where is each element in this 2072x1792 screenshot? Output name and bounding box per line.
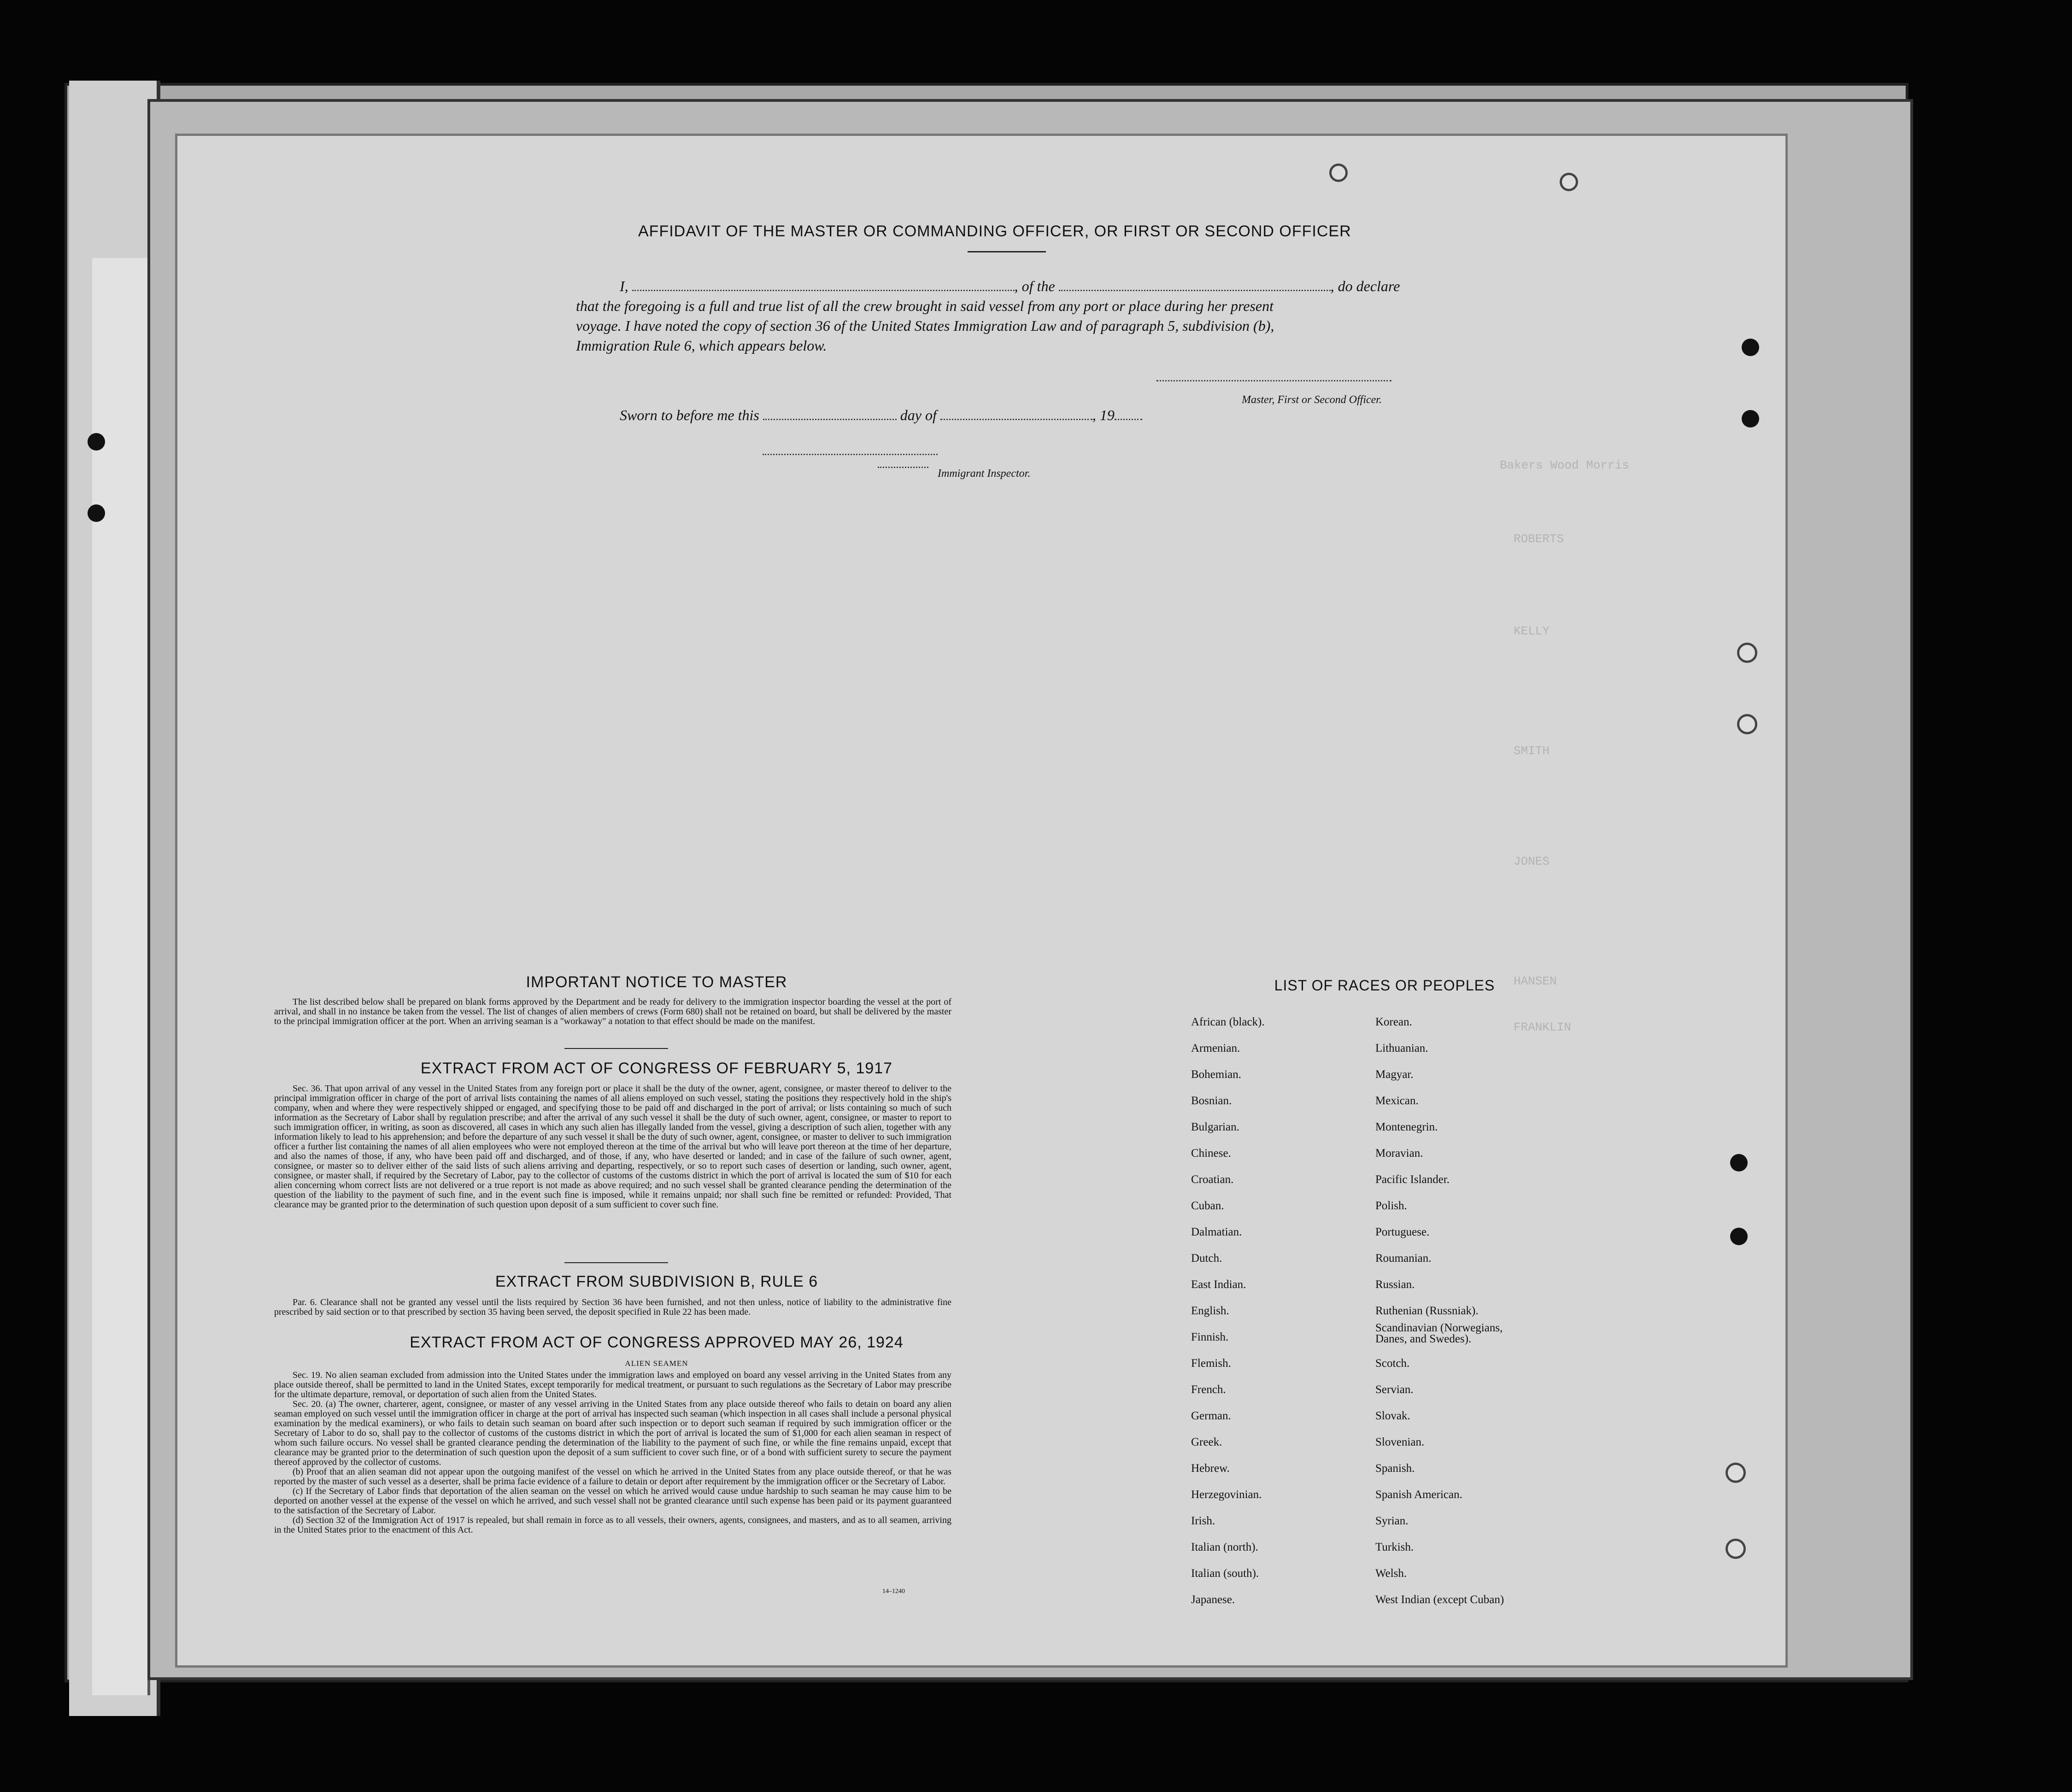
left-sheet-edge-inner (92, 258, 150, 1695)
bleed-through: JONES (1514, 855, 1550, 868)
race-item: Slovak. (1375, 1410, 1410, 1422)
rule6-text: Par. 6. Clearance shall not be granted any vessel until the lists required by Section 36 have been furnished, and not then unless, notice of liability to the administrative fine prescribed by said section or to that prescribed by section 35 having been served, the deposit specified in Rule 22 has been made. (274, 1297, 951, 1317)
race-item: Lithuanian. (1375, 1042, 1428, 1054)
vessel-blank[interactable] (1059, 290, 1331, 291)
extract-1917-text: Sec. 36. That upon arrival of any vessel in the United States from any foreign port or place it shall be the duty of the owner, agent, consignee, or master thereof to deliver to the principal immigration officer in charge of the port of arrival lists containing the names of all aliens employed on such vessel, stating the positions they respectively hold in the ship's company, when and where they were respectively shipped or engaged, and specifying those to be paid off and discharged in the port of arrival; or lists containing so much of such information as the Secretary of Labor shall by regulation prescribe; and after the arrival of any such vessel it shall be the duty of such owner, agent, consignee, or master to report to such immigration officer, in writing, as soon as discovered, all cases in which any such alien has illegally landed from the vessel, giving a description of such alien, together with any information likely to lead to his apprehension; and before the departure of any such vessel it shall be the duty of such owner, agent, consignee, or master to deliver to such immigration officer a further list containing the names of all alien employees who were not employed thereon at the time of the arrival but who will leave port thereon at the time of her departure, and also the names of those, if any, who have been paid off and discharged, and of those, if any, who have deserted or landed; and in case of the failure of such owner, agent, consignee, or master so to deliver either of the said lists of such aliens arriving and departing, respectively, or so to report such cases of desertion or landing, such owner, agent, consignee, or master shall, if required by the Secretary of Labor, pay to the collector of customs of the customs district in which the port of arrival is located the sum of $10 for each alien concerning whom correct lists are not delivered or a true report is not made as above required; and no such vessel shall be granted clearance pending the determination of the question of the liability to the payment of such fine, and in the event such fine is imposed, while it remains unpaid; nor shall such fine be remitted or refunded: Provided, That clearance may be granted prior to the determination of such question upon deposit of a sum sufficient to cover such fine. (274, 1083, 951, 1210)
section-19: Sec. 19. No alien seaman excluded from admission into the United States under the immigration laws and employed on board any vessel arriving in the United States from any place outside thereof, shall be permitted to land in the United States, except temporarily for medical treatment, or pursuant to such regulations as the Secretary of Labor may prescribe for the ultimate departure, removal, or deportation of such alien from the United States. (274, 1370, 951, 1400)
race-item: Japanese. (1191, 1593, 1235, 1606)
bleed-through: Bakers Wood Morris (1500, 458, 1629, 472)
race-item: Dalmatian. (1191, 1226, 1242, 1238)
race-item: Portuguese. (1375, 1226, 1430, 1238)
inspector-signature-line[interactable] (763, 454, 938, 455)
extract-1924-body (274, 1370, 951, 1535)
race-item: Roumanian. (1375, 1252, 1432, 1265)
race-item: Armenian. (1191, 1042, 1240, 1054)
race-item: Welsh. (1375, 1567, 1407, 1580)
race-item: English. (1191, 1305, 1229, 1317)
punch-hole (1730, 1228, 1748, 1245)
bleed-through: SMITH (1514, 744, 1550, 758)
binder-hole (88, 433, 105, 451)
race-item: Bohemian. (1191, 1068, 1242, 1081)
name-blank[interactable] (632, 290, 1015, 291)
section-20b: (b) Proof that an alien seaman did not appear upon the outgoing manifest of the vessel on which he arrived in the United States from any place outside thereof, or that he was reported by the master of such vessel as a deserter, shall be prima facie evidence of a failure to detain or deport after requirement by the immigration officer or the Secretary of Labor. (274, 1467, 951, 1487)
month-blank[interactable] (940, 419, 1092, 420)
race-item: Spanish American. (1375, 1488, 1462, 1501)
notice-title: IMPORTANT NOTICE TO MASTER (526, 973, 787, 991)
race-item: Mexican. (1375, 1095, 1419, 1107)
race-item: Korean. (1375, 1016, 1412, 1028)
section-20c: (c) If the Secretary of Labor finds that deportation of the alien seaman on the vessel on which he arrived would cause undue hardship to such seaman he may cause him to be deported on another vessel at the expense of the vessel on which he arrived, and such vessel shall not be granted clearance until such expense has been paid or its payment guaranteed to the satisfaction of the Secretary of Labor. (274, 1486, 951, 1516)
race-item: Scotch. (1375, 1357, 1410, 1370)
text: Sworn to before me this (620, 407, 759, 423)
race-item: Servian. (1375, 1383, 1414, 1396)
bleed-through: HANSEN (1514, 974, 1557, 988)
race-item: Slovenian. (1375, 1436, 1425, 1448)
alien-seamen-subtitle: ALIEN SEAMEN (625, 1359, 688, 1368)
affidavit-line-3: voyage. I have noted the copy of section 36 of the United States Immigration Law and of paragraph 5, subdivision (b), (576, 317, 1274, 334)
affidavit-line-1 (620, 276, 1400, 296)
race-item: Cuban. (1191, 1200, 1224, 1212)
punch-hole (1742, 339, 1759, 356)
race-item: Moravian. (1375, 1147, 1423, 1160)
form-number: 14–1240 (882, 1588, 905, 1595)
race-item: Italian (south). (1191, 1567, 1259, 1580)
race-item: Spanish. (1375, 1462, 1415, 1475)
races-column-left (1191, 1016, 1385, 1615)
race-item: Polish. (1375, 1200, 1407, 1212)
title-rule (968, 251, 1046, 252)
inspector-signature-line-2[interactable] (878, 467, 928, 468)
text: day of (900, 407, 937, 423)
day-blank[interactable] (763, 419, 897, 420)
text: I, (620, 278, 628, 294)
race-item: West Indian (except Cuban) (1375, 1593, 1504, 1606)
section-rule (564, 1048, 668, 1049)
race-item: Finnish. (1191, 1331, 1229, 1343)
race-item: German. (1191, 1410, 1231, 1422)
affidavit-line-4: Immigration Rule 6, which appears below. (576, 337, 827, 354)
race-item: French. (1191, 1383, 1226, 1396)
inspector-signature-label: Immigrant Inspector. (938, 468, 1031, 480)
race-item: Scandinavian (Norwegians, Danes, and Swedes). (1375, 1322, 1503, 1345)
affidavit-title: AFFIDAVIT OF THE MASTER OR COMMANDING OFFICER, OR FIRST OR SECOND OFFICER (638, 223, 1351, 240)
race-item: Hebrew. (1191, 1462, 1230, 1475)
punch-hole (1560, 173, 1578, 191)
race-item: Bosnian. (1191, 1095, 1232, 1107)
extract-1924-title: EXTRACT FROM ACT OF CONGRESS APPROVED MAY 26, 1924 (410, 1334, 904, 1351)
race-item: Irish. (1191, 1515, 1215, 1527)
punch-hole (1726, 1463, 1746, 1483)
punch-hole (1730, 1154, 1748, 1171)
section-rule (564, 1262, 668, 1263)
sworn-line (620, 405, 1142, 425)
race-item: Montenegrin. (1375, 1121, 1438, 1133)
bleed-through: FRANKLIN (1514, 1020, 1571, 1034)
document-page (175, 134, 1788, 1668)
race-item: Italian (north). (1191, 1541, 1258, 1553)
punch-hole (1726, 1539, 1746, 1559)
punch-hole (1737, 643, 1757, 663)
year-blank[interactable] (1115, 419, 1142, 420)
affidavit-line-2: that the foregoing is a full and true list of all the crew brought in said vessel from any port or place during her present (576, 298, 1274, 314)
punch-hole (1329, 164, 1348, 182)
bleed-through: KELLY (1514, 624, 1550, 638)
race-item: African (black). (1191, 1016, 1265, 1028)
text: , do declare (1330, 278, 1400, 294)
race-item: Greek. (1191, 1436, 1222, 1448)
races-title: LIST OF RACES OR PEOPLES (1274, 977, 1495, 994)
race-item: Bulgarian. (1191, 1121, 1239, 1133)
text: , of the (1014, 278, 1055, 294)
master-signature-line[interactable] (1156, 380, 1391, 381)
race-item: Ruthenian (Russniak). (1375, 1305, 1479, 1317)
race-item: Syrian. (1375, 1515, 1409, 1527)
race-item: Dutch. (1191, 1252, 1222, 1265)
race-item: Flemish. (1191, 1357, 1231, 1370)
race-item: Turkish. (1375, 1541, 1414, 1553)
section-20d: (d) Section 32 of the Immigration Act of 1917 is repealed, but shall remain in force as to all vessels, their owners, agents, consignees, and masters, and as to all seamen, arriving in the United States prior to the enactment of this Act. (274, 1515, 951, 1535)
race-item: Croatian. (1191, 1173, 1234, 1186)
bleed-through: ROBERTS (1514, 532, 1564, 546)
race-item: Chinese. (1191, 1147, 1231, 1160)
punch-hole (1737, 714, 1757, 734)
race-item: East Indian. (1191, 1278, 1246, 1291)
race-item: Herzegovinian. (1191, 1488, 1262, 1501)
extract-1917-title: EXTRACT FROM ACT OF CONGRESS OF FEBRUARY 5, 1917 (420, 1060, 893, 1077)
binder-hole (88, 504, 105, 522)
race-item: Pacific Islander. (1375, 1173, 1450, 1186)
master-signature-label: Master, First or Second Officer. (1242, 394, 1382, 406)
text: , 19 (1092, 407, 1115, 423)
race-item: Russian. (1375, 1278, 1415, 1291)
rule6-title: EXTRACT FROM SUBDIVISION B, RULE 6 (495, 1273, 818, 1290)
race-item: Magyar. (1375, 1068, 1414, 1081)
punch-hole (1742, 410, 1759, 428)
notice-text: The list described below shall be prepared on blank forms approved by the Department and be ready for delivery to the immigration inspector boarding the vessel at the port of arrival, and shall in no instance be taken from the vessel. The list of changes of alien members of crews (Form 680) shall not be retained on board, but shall be delivered by the master to the principal immigration officer at the port. When an arriving seaman is a "workaway" a notation to that effect should be made on the manifest. (274, 997, 951, 1026)
races-column-right (1375, 1016, 1597, 1615)
section-20a: Sec. 20. (a) The owner, charterer, agent, consignee, or master of any vessel arriving in the United States from any place outside thereof who fails to detain on board any alien seaman employed on such vessel until the immigration officer in charge at the port of arrival has inspected such seaman (which inspection in all cases shall include a personal physical examination by the medical examiners), or who fails to detain such seaman on board after such inspection or to deport such seaman if required by such immigration officer or the Secretary of Labor to do so, shall pay to the collector of customs of the customs district in which the port of arrival is located the sum of $1,000 for each alien seaman in respect of whom such failure occurs. No vessel shall be granted clearance pending the determination of the liability to the payment of such fine, or while the fine remains unpaid, except that clearance may be granted prior to the determination of such question upon the deposit of a sum sufficient to cover such fine, or of a bond with sufficient surety to secure the payment thereof approved by the collector of customs. (274, 1399, 951, 1467)
